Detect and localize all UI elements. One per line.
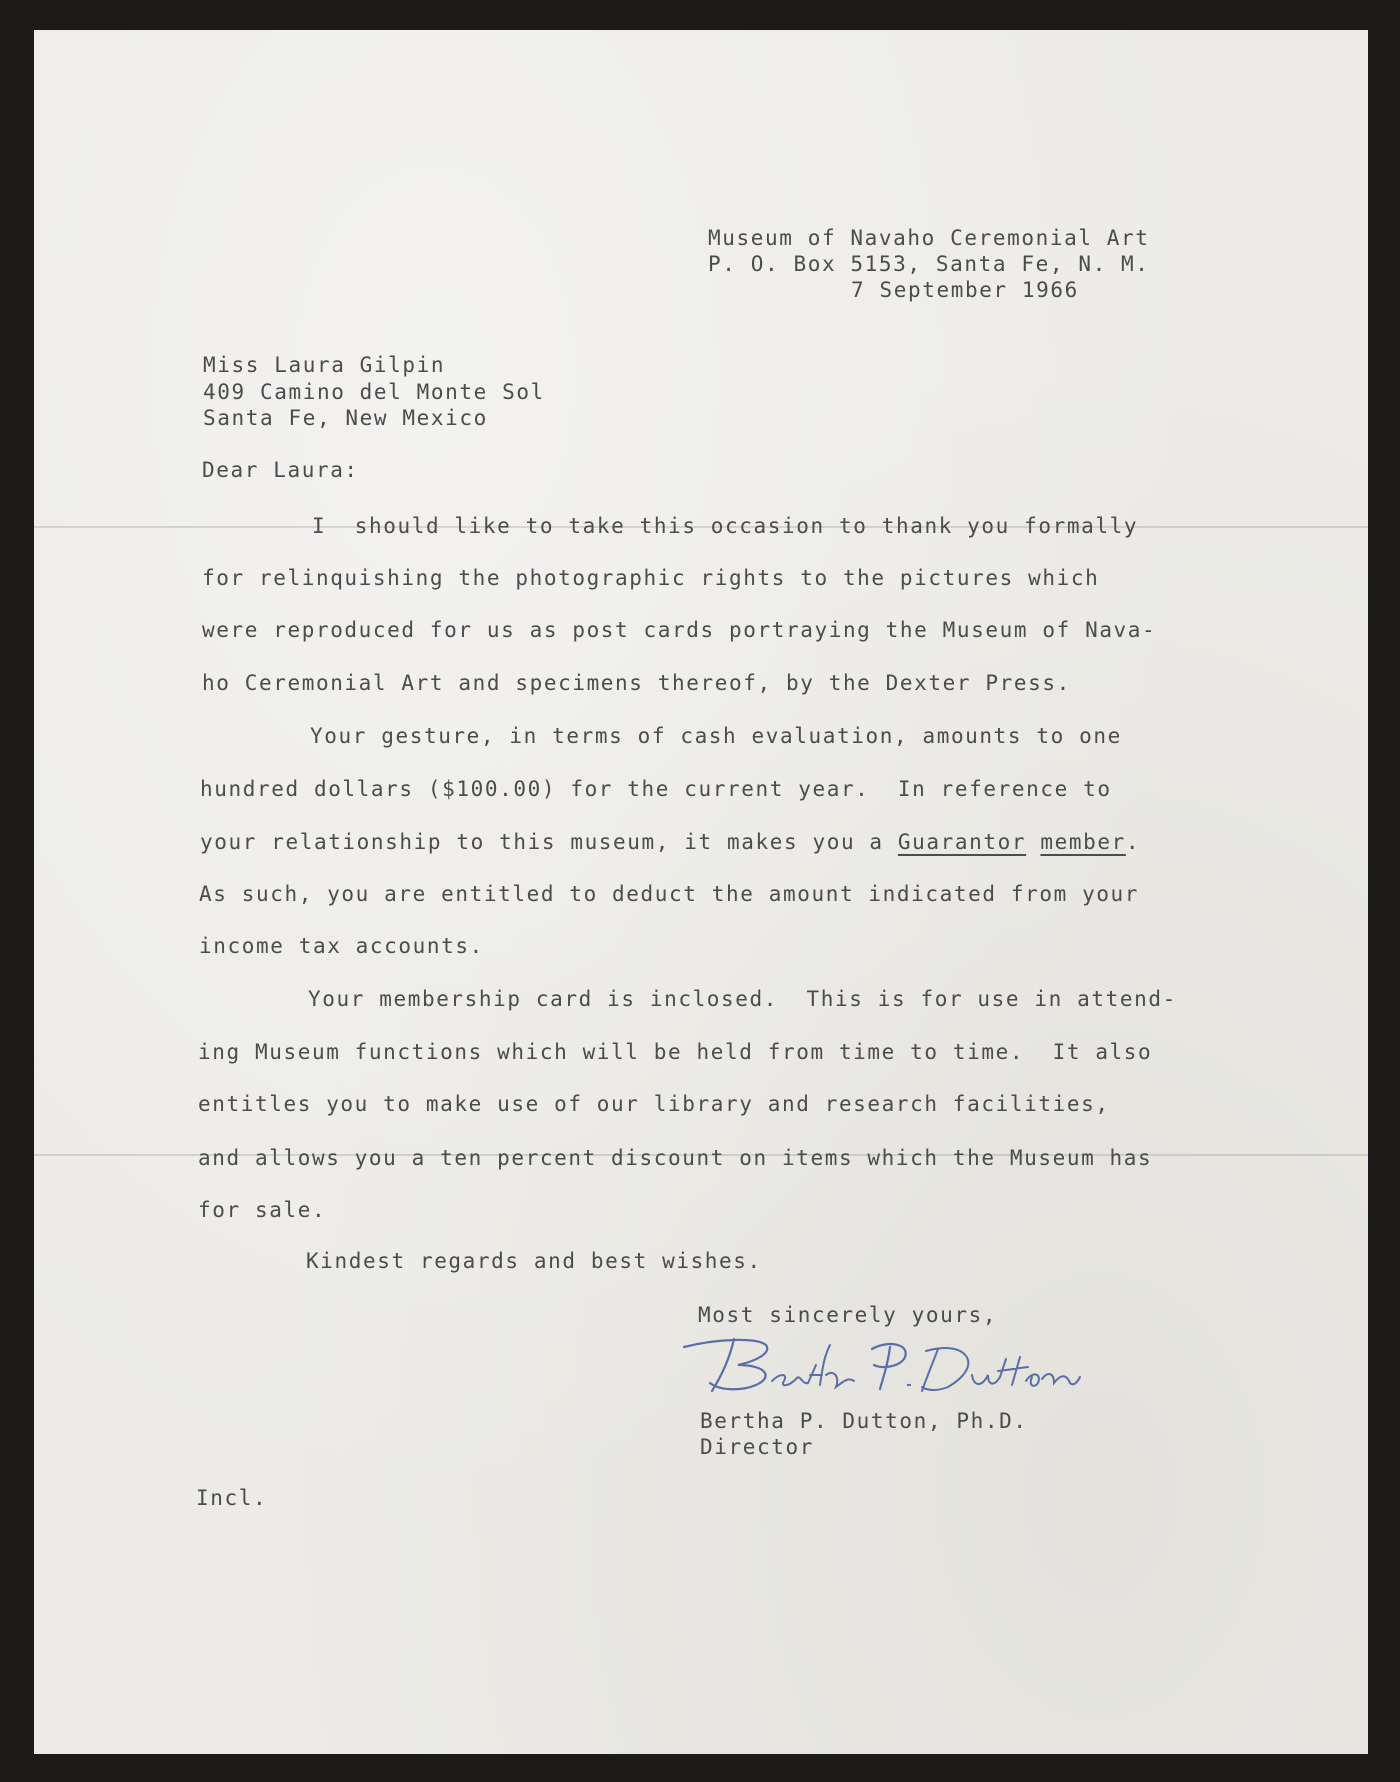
body-line: entitles you to make use of our library and research facilities, [198,1092,1110,1116]
valediction: Most sincerely yours, [698,1303,998,1327]
body-line: were reproduced for us as post cards portraying the Museum of Nava- [202,618,1157,642]
body-line: income tax accounts. [199,934,484,958]
body-line: Your gesture, in terms of cash evaluation, amounts to one [310,724,1122,748]
letter-date: 7 September 1966 [851,278,1079,302]
membership-level: Guarantor [897,830,1027,854]
letterhead-institution: Museum of Navaho Ceremonial Art [708,226,1150,250]
body-line [200,830,1140,854]
signer-title: Director [700,1435,814,1459]
signer-name: Bertha P. Dutton, Ph.D. [700,1409,1028,1433]
membership-word: member [1040,830,1126,854]
letterhead-address: P. O. Box 5153, Santa Fe, N. M. [708,252,1150,276]
body-line: hundred dollars ($100.00) for the current year. In reference to [200,777,1112,801]
body-line: and allows you a ten percent discount on items which the Museum has [198,1146,1153,1170]
handwritten-signature [676,1325,1096,1405]
body-line: for relinquishing the photographic rights to the pictures which [202,566,1100,590]
recipient-name: Miss Laura Gilpin [203,353,446,377]
body-text: . [1125,830,1141,854]
body-line: for sale. [198,1198,327,1222]
enclosure-note: Incl. [196,1486,268,1510]
recipient-street: 409 Camino del Monte Sol [203,380,545,404]
recipient-city: Santa Fe, New Mexico [203,406,488,430]
body-line: As such, you are entitled to deduct the amount indicated from your [199,882,1140,906]
body-text: your relationship to this museum, it makes you a [200,830,898,854]
body-line: Your membership card is inclosed. This is for use in attend- [308,987,1177,1011]
body-line: I should like to take this occasion to thank you formally [312,514,1139,538]
salutation: Dear Laura: [202,458,359,482]
body-line: ing Museum functions which will be held from time to time. It also [198,1040,1153,1064]
body-line: ho Ceremonial Art and specimens thereof, by the Dexter Press. [202,671,1071,695]
body-line: Kindest regards and best wishes. [306,1249,762,1273]
body-text [1026,830,1040,854]
